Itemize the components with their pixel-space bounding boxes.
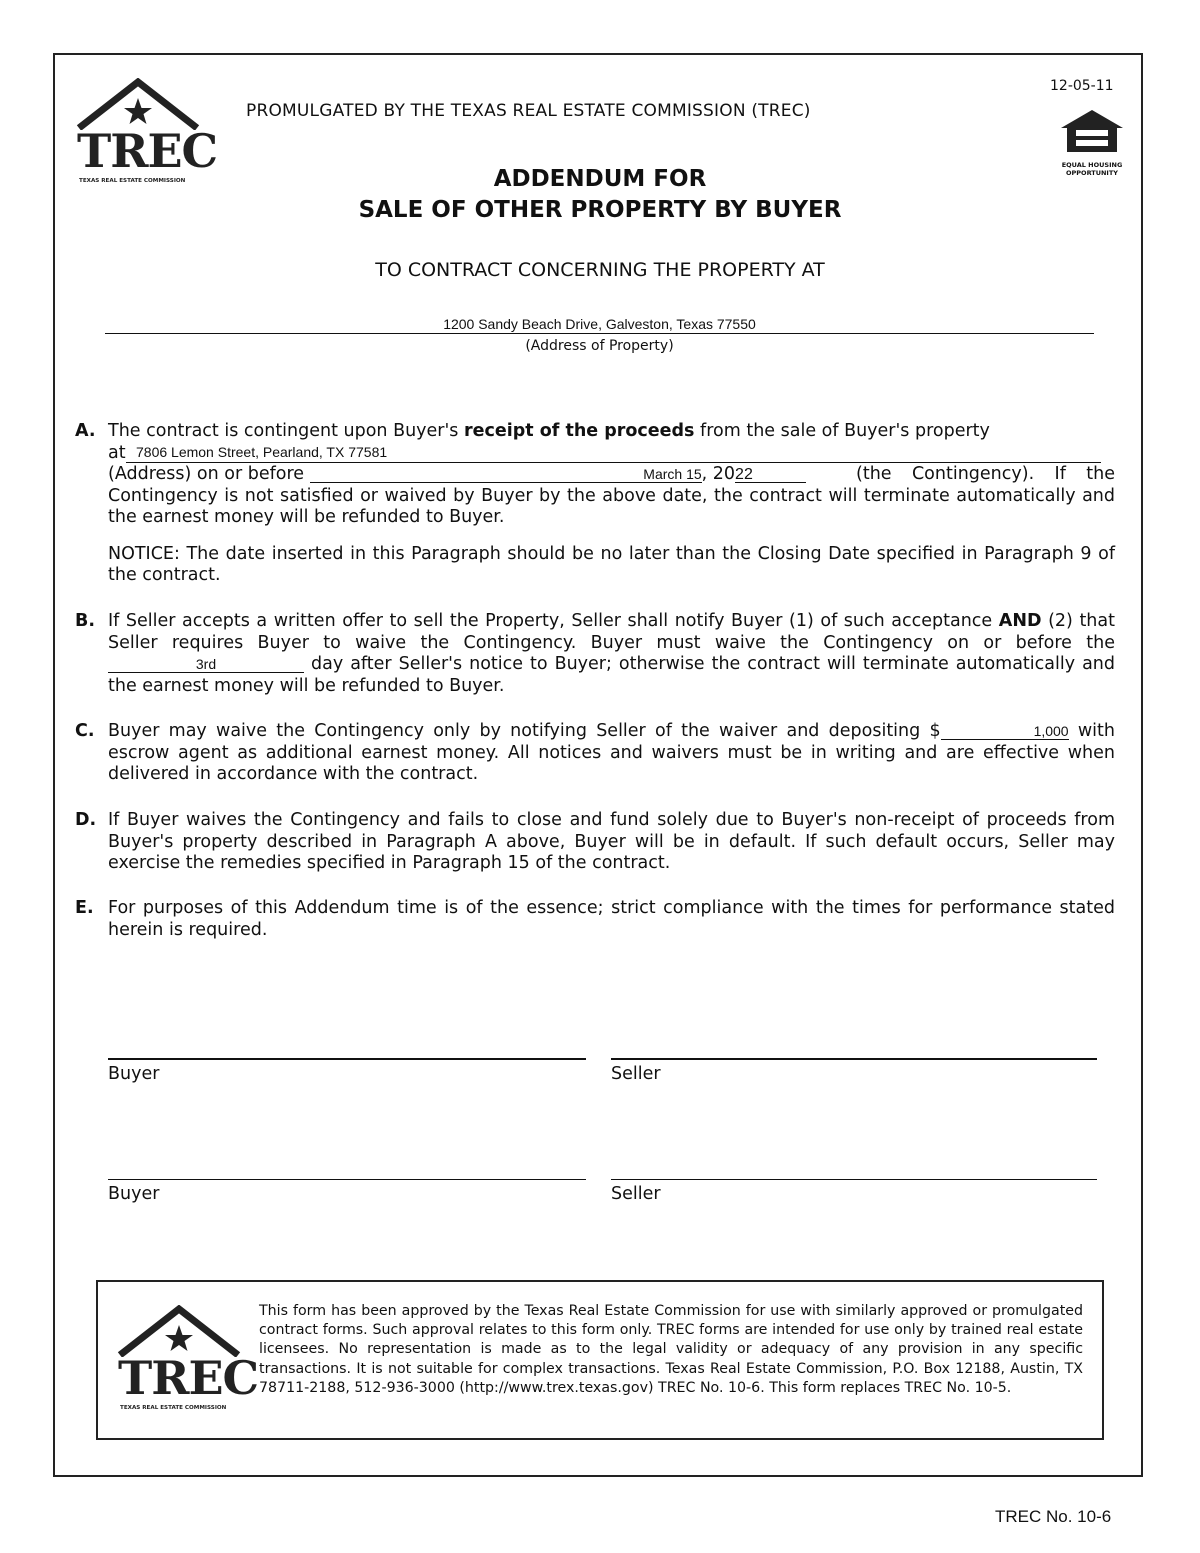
- paragraph-d: [75, 810, 1115, 875]
- additional-earnest-money-value: 1,000: [1033, 723, 1069, 739]
- paragraph-c-text-1: Buyer may waive the Contingency only by notifying Seller of the waiver and depositing $: [108, 721, 941, 741]
- buyer-property-address-value: 7806 Lemon Street, Pearland, TX 77581: [136, 443, 388, 460]
- paragraph-a-text-1: The contract is contingent upon Buyer's: [108, 421, 464, 441]
- paragraph-a-notice: NOTICE: The date inserted in this Paragraph should be no later than the Closing Date specified in Paragraph 9 of the contract.: [108, 543, 1115, 585]
- contingency-date-field[interactable]: [310, 464, 702, 483]
- waiver-day-value: 3rd: [195, 656, 217, 672]
- paragraph-a-line-1: [108, 421, 1115, 443]
- paragraph-a-text-2: from the sale of Buyer's property: [694, 421, 990, 441]
- contingency-date-value: March 15: [643, 466, 702, 482]
- paragraph-b: [75, 611, 1115, 697]
- logo-subtext: TEXAS REAL ESTATE COMMISSION: [79, 178, 186, 184]
- seller-2-label: Seller: [611, 1184, 661, 1204]
- property-address-caption: (Address of Property): [525, 338, 674, 354]
- footer-logo-wordmark: TREC: [118, 1351, 259, 1405]
- at-prefix: at: [108, 442, 126, 463]
- paragraph-a-line-2: [108, 443, 1115, 465]
- footer-logo-subtext: TEXAS REAL ESTATE COMMISSION: [120, 1405, 227, 1411]
- title-line-1: ADDENDUM FOR: [493, 166, 707, 192]
- paragraph-b-bold: AND: [998, 611, 1042, 631]
- year-prefix: , 20: [701, 464, 736, 484]
- additional-earnest-money-field[interactable]: [941, 721, 1069, 740]
- seller-1-signature-line[interactable]: [611, 1058, 1097, 1060]
- buyer-2-signature-line[interactable]: [108, 1179, 586, 1180]
- buyer-1-label: Buyer: [108, 1064, 160, 1084]
- seller-1-label: Seller: [611, 1064, 661, 1084]
- trec-logo: [75, 78, 218, 184]
- seller-2-signature-line[interactable]: [611, 1179, 1097, 1180]
- paragraph-e-letter: E.: [75, 898, 94, 918]
- paragraph-e-text: For purposes of this Addendum time is of the essence; strict compliance with the times for performance stated herein is required.: [108, 898, 1115, 940]
- paragraph-a-letter: A.: [75, 421, 96, 441]
- buyer-1-signature-line[interactable]: [108, 1058, 586, 1060]
- paragraph-c: [75, 721, 1115, 786]
- paragraph-c-letter: C.: [75, 721, 95, 741]
- contingency-year-field[interactable]: [735, 464, 806, 483]
- paragraph-a-bold: receipt of the proceeds: [464, 421, 695, 441]
- trec-house-star-logo-icon: [116, 1305, 242, 1357]
- paragraph-b-text-2: (2) that Seller requires Buyer to waive the Contingency. Buyer must waive the Contingency on or before the: [108, 611, 1115, 653]
- paragraph-e: [75, 898, 1115, 941]
- trec-house-star-logo-icon: [75, 78, 201, 130]
- title-line-3: TO CONTRACT CONCERNING THE PROPERTY AT: [375, 259, 825, 281]
- paragraph-b-text-3: day after Seller's notice to Buyer; otherwise the contract will terminate automatically and the earnest money will be refunded to Buyer.: [108, 654, 1115, 696]
- buyer-2-label: Buyer: [108, 1184, 160, 1204]
- paragraph-d-text: If Buyer waives the Contingency and fails to close and fund solely due to Buyer's non-receipt of proceeds from Buyer's property described in Paragraph A above, Buyer will be in default. If such default occurs, Seller may exercise the remedies specified in Paragraph 15 of the contract.: [108, 810, 1115, 873]
- footer-trec-logo: [116, 1305, 259, 1411]
- title-line-2: SALE OF OTHER PROPERTY BY BUYER: [358, 197, 842, 223]
- buyer-property-address-field[interactable]: [126, 443, 1101, 463]
- on-or-before-label: (Address) on or before: [108, 464, 305, 484]
- paragraph-c-text-2: with escrow agent as additional earnest money. All notices and waivers must be in writing and are effective when delivered in accordance with the contract.: [108, 721, 1115, 784]
- equal-housing-badge: [1057, 108, 1127, 177]
- waiver-day-field[interactable]: [108, 654, 304, 673]
- form-date-code: 12-05-11: [1050, 78, 1114, 94]
- paragraph-a: [75, 421, 1115, 587]
- logo-wordmark: TREC: [77, 124, 218, 178]
- paragraph-b-letter: B.: [75, 611, 95, 631]
- form-number-footer: TREC No. 10-6: [995, 1507, 1112, 1526]
- approval-notice-text: This form has been approved by the Texas Real Estate Commission for use with similarly approved or promulgated contract forms. Such approval relates to this form only. TREC forms are intended for use only by trained real estate licensees. No representation is made as to the legal validity or adequacy of any provision in any specific transactions. It is not suitable for complex transactions. Texas Real Estate Commission, P.O. Box 12188, Austin, TX 78711-2188, 512-936-3000 (http://www.trex.texas.gov) TREC No. 10-6. This form replaces TREC No. 10-5.: [259, 1303, 1083, 1396]
- paragraph-b-text-1: If Seller accepts a written offer to sell the Property, Seller shall notify Buyer (1) of such acceptance: [108, 611, 993, 631]
- paragraph-a-text-3: (the Contingency). If the Contingency is not satisfied or waived by Buyer by the above date, the contract will terminate automatically and the earnest money will be refunded to Buyer.: [108, 464, 1115, 527]
- equal-housing-opportunity-icon: [1059, 108, 1125, 154]
- property-address-field[interactable]: 1200 Sandy Beach Drive, Galveston, Texas 77550: [105, 316, 1094, 334]
- promulgated-line: PROMULGATED BY THE TEXAS REAL ESTATE COMMISSION (TREC): [246, 101, 811, 121]
- paragraph-d-letter: D.: [75, 810, 97, 830]
- equal-housing-label: EQUAL HOUSING OPPORTUNITY: [1061, 161, 1123, 177]
- contingency-year-value: 22: [735, 466, 753, 483]
